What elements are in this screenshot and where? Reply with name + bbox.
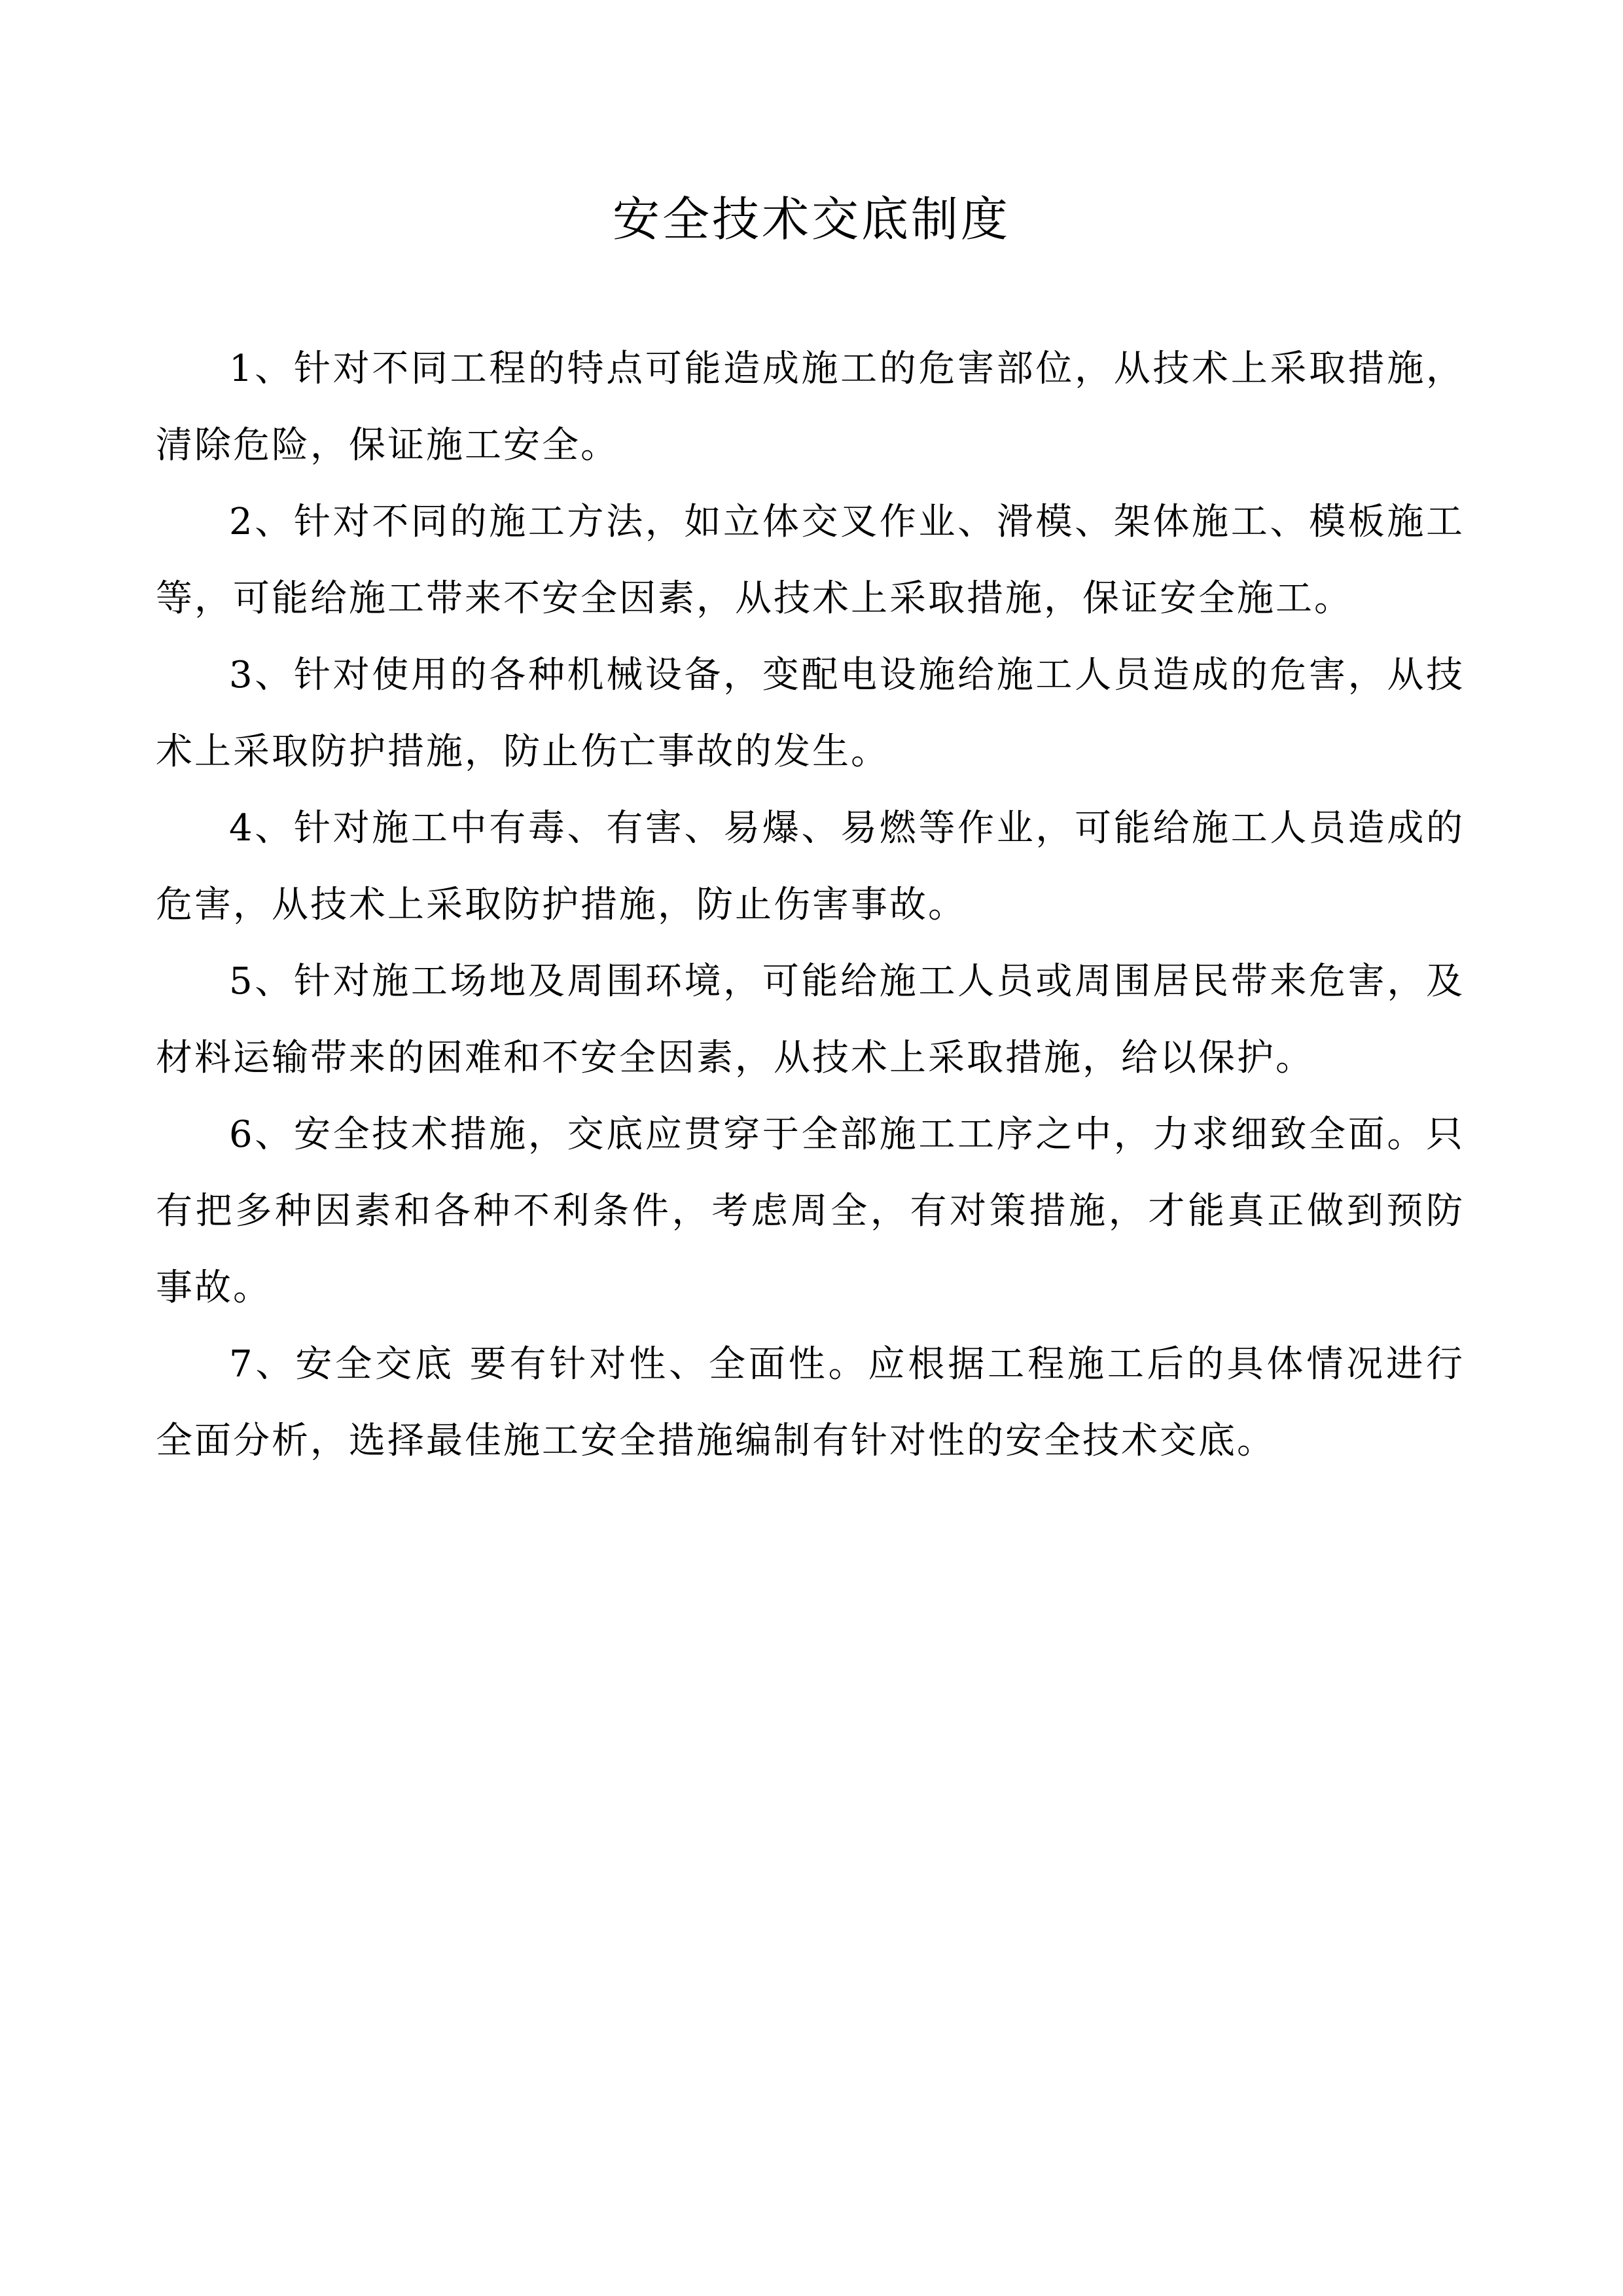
paragraph-5: 5、针对施工场地及周围环境，可能给施工人员或周围居民带来危害，及材料运输带来的困难和不安全因素，从技术上采取措施，给以保护。	[156, 960, 1465, 1079]
paragraph-3: 3、针对使用的各种机械设备，变配电设施给施工人员造成的危害，从技术上采取防护措施，防止伤亡事故的发生。	[156, 654, 1465, 773]
paragraph-6: 6、安全技术措施，交底应贯穿于全部施工工序之中，力求细致全面。只有把多种因素和各种不利条件，考虑周全，有对策措施，才能真正做到预防事故。	[156, 1113, 1465, 1309]
document-body	[156, 331, 1465, 1479]
document-title: 安全技术交底制度	[612, 192, 1010, 247]
paragraph-7: 7、安全交底 要有针对性、全面性。应根据工程施工后的具体情况进行全面分析，选择最佳施工安全措施编制有针对性的安全技术交底。	[156, 1343, 1465, 1462]
paragraph-1: 1、针对不同工程的特点可能造成施工的危害部位，从技术上采取措施，清除危险，保证施工安全。	[156, 348, 1465, 467]
paragraph-4: 4、针对施工中有毒、有害、易爆、易燃等作业，可能给施工人员造成的危害，从技术上采取防护措施，防止伤害事故。	[156, 807, 1465, 926]
paragraph-2: 2、针对不同的施工方法，如立体交叉作业、滑模、架体施工、模板施工等，可能给施工带来不安全因素，从技术上采取措施，保证安全施工。	[156, 501, 1465, 620]
